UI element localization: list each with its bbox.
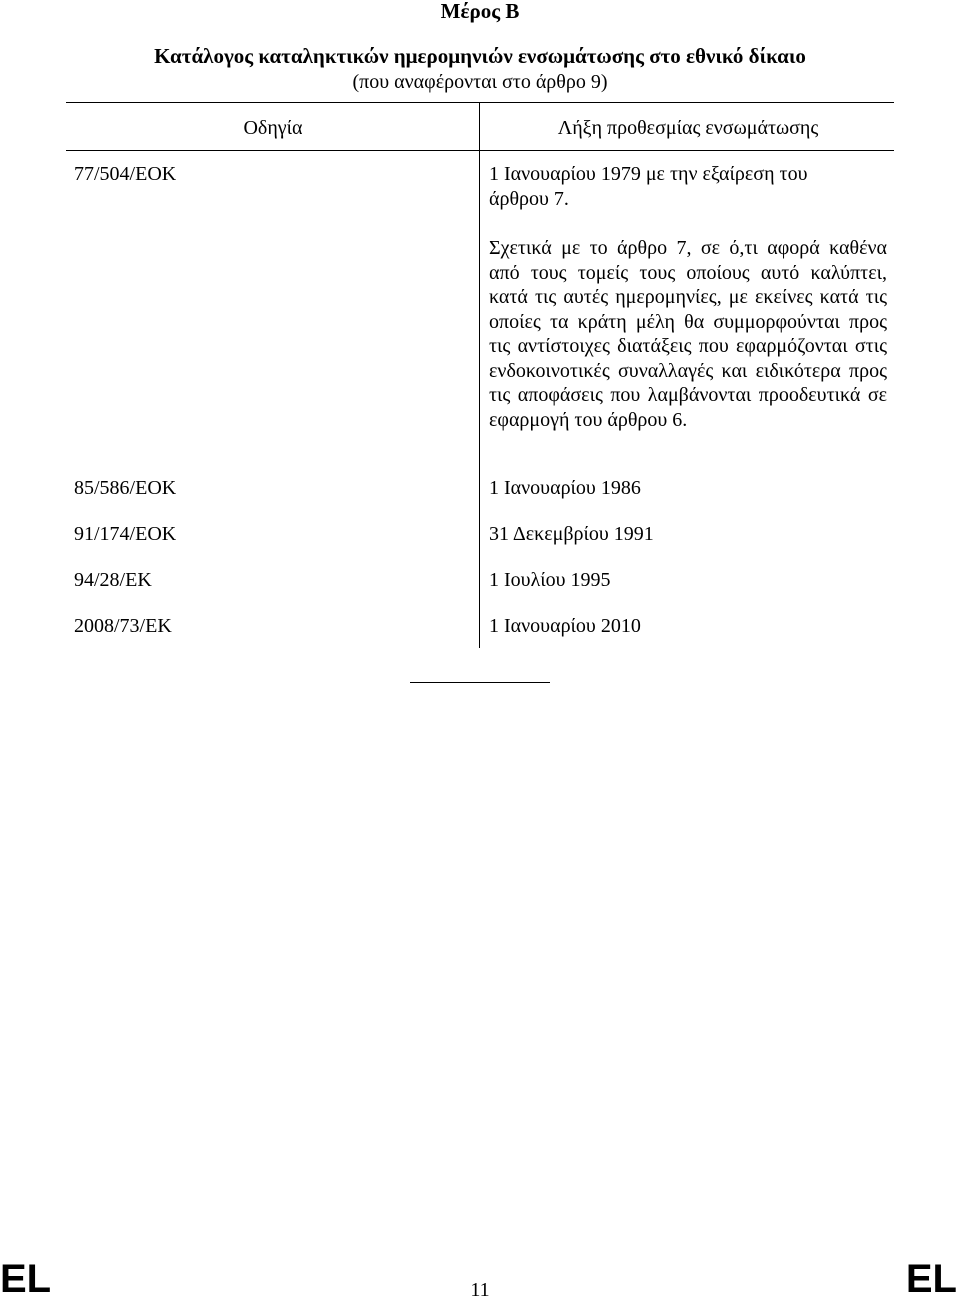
part-title: Μέρος Β bbox=[440, 0, 520, 23]
footer-lang-left: EL bbox=[0, 1257, 52, 1301]
footer-lang-right: EL bbox=[905, 1257, 957, 1301]
page-number: 11 bbox=[470, 1279, 490, 1301]
row-5-deadline: 1 Ιανουαρίου 2010 bbox=[489, 615, 641, 637]
document-subtitle: (που αναφέρονται στο άρθρο 9) bbox=[352, 71, 608, 93]
row-3-deadline: 31 Δεκεμβρίου 1991 bbox=[489, 523, 654, 545]
row-2-directive: 85/586/ΕΟΚ bbox=[74, 477, 177, 499]
header-bottom-rule bbox=[66, 150, 894, 151]
row-4-directive: 94/28/ΕΚ bbox=[74, 569, 152, 591]
row-4-deadline: 1 Ιουλίου 1995 bbox=[489, 569, 611, 591]
row-2-deadline: 1 Ιανουαρίου 1986 bbox=[489, 477, 641, 499]
header-directive: Οδηγία bbox=[243, 117, 303, 139]
row-3-directive: 91/174/ΕΟΚ bbox=[74, 523, 177, 545]
row-1-deadline: 1 Ιανουαρίου 1979 με την εξαίρεση του άρθρου 7. bbox=[489, 163, 808, 210]
table-column-divider bbox=[479, 102, 480, 648]
row-1-note: Σχετικά με το άρθρο 7, σε ό,τι αφορά καθένα από τους τομείς τους οποίους αυτό καλύπτει, κατά τις αυτές ημερομηνίες, με εκείνες κατά τις οποίες τα κράτη μέλη θα συμμορφούνται προς τις αντίστοιχες διατάξεις που εφαρμόζονται στις ενδοκοινοτικές συναλλαγές και ειδικότερα προς τις αποφάσεις που λαμβάνονται προοδευτικά σε εφαρμογή του άρθρου 6. bbox=[489, 237, 887, 431]
header-deadline: Λήξη προθεσμίας ενσωμάτωσης bbox=[557, 117, 819, 139]
document-title: Κατάλογος καταληκτικών ημερομηνιών ενσωμάτωσης στο εθνικό δίκαιο bbox=[154, 44, 806, 68]
table-top-rule bbox=[66, 102, 894, 103]
row-5-directive: 2008/73/ΕΚ bbox=[74, 615, 172, 637]
row-1-directive: 77/504/ΕΟΚ bbox=[74, 163, 177, 185]
end-separator-rule bbox=[410, 682, 550, 683]
